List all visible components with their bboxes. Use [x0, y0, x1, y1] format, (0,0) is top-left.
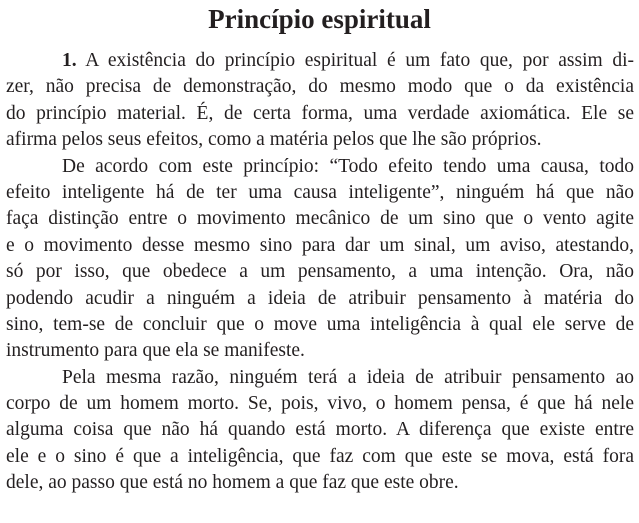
text-line: zer, não precisa de demonstração, do mesmo modo que o da existência — [6, 76, 634, 98]
text-line-content: A existência do princípio espiritual é um fato que, por assim di- — [76, 50, 634, 71]
page-title: Princípio espiritual — [208, 4, 431, 34]
paragraph-1 — [6, 48, 634, 154]
text-line: dele, ao passo que está no homem a que faz que este obre. — [6, 472, 459, 494]
paragraph-2 — [6, 154, 634, 365]
text-line: instrumento para que ela se manifeste. — [6, 340, 305, 362]
text-line: podendo acudir a ninguém a ideia de atribuir pensamento à matéria do — [6, 287, 634, 309]
text-line: do princípio material. É, de certa forma, uma verdade axiomática. Ele se — [6, 102, 634, 124]
text-line: efeito inteligente há de ter uma causa inteligente”, ninguém há que não — [6, 181, 634, 203]
paragraph-number: 1. — [62, 50, 77, 71]
paragraph-3 — [6, 365, 634, 497]
text-line: e o movimento desse mesmo sino para dar um sinal, um aviso, atestando, — [6, 234, 634, 256]
text-line: De acordo com este princípio: “Todo efeito tendo uma causa, todo — [62, 155, 634, 177]
text-line: faça distinção entre o movimento mecânico de um sino que o vento agite — [6, 208, 634, 230]
text-line: sino, tem-se de concluir que o move uma inteligência à qual ele serve de — [6, 313, 634, 335]
text-line: afirma pelos seus efeitos, como a matéria pelos que lhe são próprios. — [6, 129, 542, 151]
text-line: alguma coisa que não há quando está morto. A diferença que existe entre — [6, 419, 634, 441]
text-line: ele e o sino é que a inteligência, que faz com que este se mova, está fora — [6, 445, 634, 467]
text-line — [6, 48, 634, 74]
text-line: Pela mesma razão, ninguém terá a ideia de atribuir pensamento ao — [62, 366, 634, 388]
text-line: corpo de um homem morto. Se, pois, vivo, o homem pensa, é que há nele — [6, 393, 634, 415]
body-text — [6, 48, 634, 497]
text-line: só por isso, que obedece a um pensamento, a uma intenção. Ora, não — [6, 261, 634, 283]
